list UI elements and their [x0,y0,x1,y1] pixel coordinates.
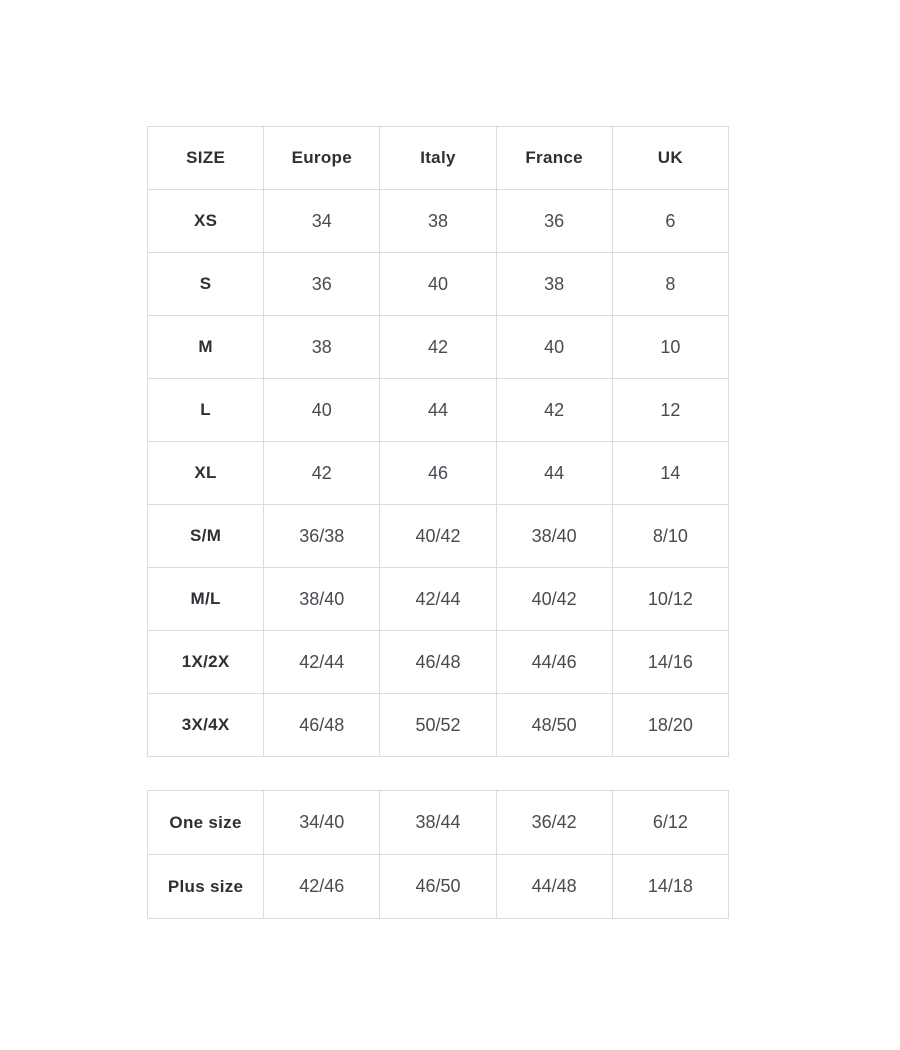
row-label: XL [148,442,264,505]
data-cell: 40/42 [496,568,612,631]
data-cell: 12 [612,379,728,442]
data-cell: 36/42 [496,791,612,855]
data-cell: 40 [496,316,612,379]
data-cell: 40/42 [380,505,496,568]
data-cell: 46/50 [380,855,496,919]
data-cell: 8/10 [612,505,728,568]
data-cell: 42 [496,379,612,442]
table-row [148,253,729,316]
data-cell: 10/12 [612,568,728,631]
data-cell: 14 [612,442,728,505]
data-cell: 44 [380,379,496,442]
data-cell: 8 [612,253,728,316]
size-conversion-chart [147,126,729,919]
data-cell: 38/40 [496,505,612,568]
data-cell: 44 [496,442,612,505]
header-row [148,127,729,190]
data-cell: 38 [264,316,380,379]
row-label: M [148,316,264,379]
data-cell: 46 [380,442,496,505]
data-cell: 42/44 [380,568,496,631]
row-label: One size [148,791,264,855]
row-label: 1X/2X [148,631,264,694]
column-header: Italy [380,127,496,190]
table-row [148,855,729,919]
row-label: XS [148,190,264,253]
table-row [148,442,729,505]
table-row [148,379,729,442]
data-cell: 14/18 [612,855,728,919]
data-cell: 42 [264,442,380,505]
data-cell: 38/40 [264,568,380,631]
row-label: S [148,253,264,316]
data-cell: 38 [496,253,612,316]
row-label: 3X/4X [148,694,264,757]
column-header: France [496,127,612,190]
data-cell: 6/12 [612,791,728,855]
data-cell: 38 [380,190,496,253]
data-cell: 48/50 [496,694,612,757]
data-cell: 40 [380,253,496,316]
column-header: Europe [264,127,380,190]
special-sizes-table [147,790,729,919]
size-conversion-table [147,126,729,757]
data-cell: 50/52 [380,694,496,757]
data-cell: 46/48 [264,694,380,757]
data-cell: 46/48 [380,631,496,694]
data-cell: 44/46 [496,631,612,694]
data-cell: 40 [264,379,380,442]
data-cell: 34 [264,190,380,253]
table-row [148,316,729,379]
data-cell: 18/20 [612,694,728,757]
data-cell: 44/48 [496,855,612,919]
column-header: SIZE [148,127,264,190]
data-cell: 42/44 [264,631,380,694]
data-cell: 36/38 [264,505,380,568]
data-cell: 10 [612,316,728,379]
row-label: M/L [148,568,264,631]
data-cell: 14/16 [612,631,728,694]
row-label: S/M [148,505,264,568]
data-cell: 42 [380,316,496,379]
table-row [148,631,729,694]
table-row [148,694,729,757]
table-row [148,568,729,631]
data-cell: 6 [612,190,728,253]
row-label: Plus size [148,855,264,919]
column-header: UK [612,127,728,190]
data-cell: 36 [264,253,380,316]
table-row [148,190,729,253]
row-label: L [148,379,264,442]
data-cell: 42/46 [264,855,380,919]
table-row [148,505,729,568]
table-row [148,791,729,855]
data-cell: 38/44 [380,791,496,855]
data-cell: 36 [496,190,612,253]
data-cell: 34/40 [264,791,380,855]
